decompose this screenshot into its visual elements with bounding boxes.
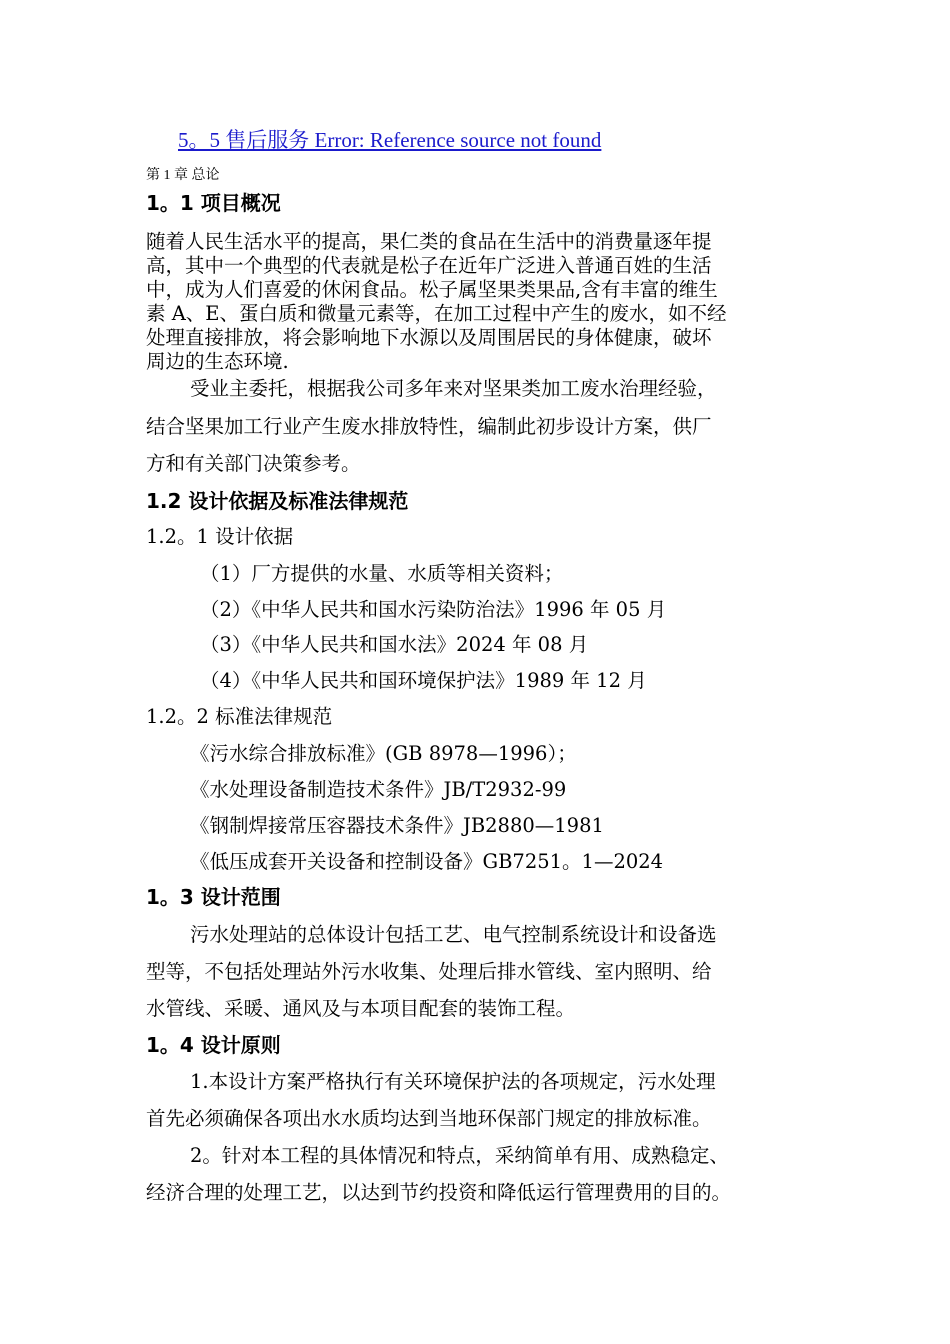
paragraph-line: 处理直接排放，将会影响地下水源以及周围居民的身体健康，破坏 — [146, 326, 712, 349]
basis-item: （1）厂方提供的水量、水质等相关资料； — [200, 562, 564, 585]
standard-item: 《钢制焊接常压容器技术条件》JB2880—1981 — [190, 814, 604, 837]
standard-item: 《低压成套开关设备和控制设备》GB7251。1—2024 — [190, 850, 664, 873]
paragraph-line: 素 A、E、蛋白质和微量元素等，在加工过程中产生的废水，如不经 — [146, 302, 727, 325]
section-heading-project-overview: 1。1 项目概况 — [146, 191, 281, 215]
chapter-title: 第 1 章 总论 — [146, 168, 220, 183]
paragraph-line: 高，其中一个典型的代表就是松子在近年广泛进入普通百姓的生活 — [146, 254, 712, 277]
paragraph-line: 经济合理的处理工艺，以达到节约投资和降低运行管理费用的目的。 — [146, 1181, 732, 1204]
standard-item: 《水处理设备制造技术条件》JB/T2932-99 — [190, 778, 567, 801]
paragraph-line: 中，成为人们喜爱的休闲食品。松子属坚果类果品,含有丰富的维生 — [146, 278, 718, 301]
basis-item: （4）《中华人民共和国环境保护法》1989 年 12 月 — [200, 669, 647, 692]
paragraph-line: 型等，不包括处理站外污水收集、处理后排水管线、室内照明、给 — [146, 960, 712, 983]
paragraph-line: 随着人民生活水平的提高，果仁类的食品在生活中的消费量逐年提 — [146, 230, 712, 253]
subsection-heading-design-basis: 1.2。1 设计依据 — [146, 525, 294, 548]
paragraph-line: 受业主委托，根据我公司多年来对坚果类加工废水治理经验， — [190, 377, 717, 400]
paragraph-line: 水管线、采暖、通风及与本项目配套的装饰工程。 — [146, 997, 576, 1020]
paragraph-line: 方和有关部门决策参考。 — [146, 452, 361, 475]
basis-item: （3）《中华人民共和国水法》2024 年 08 月 — [200, 633, 589, 656]
basis-item: （2）《中华人民共和国水污染防治法》1996 年 05 月 — [200, 598, 667, 621]
section-heading-design-scope: 1。3 设计范围 — [146, 885, 281, 909]
section-heading-design-basis: 1.2 设计依据及标准法律规范 — [146, 489, 409, 513]
paragraph-line: 首先必须确保各项出水水质均达到当地环保部门规定的排放标准。 — [146, 1107, 712, 1130]
paragraph-line: 2。针对本工程的具体情况和特点，采纳简单有用、成熟稳定、 — [190, 1144, 729, 1167]
paragraph-line: 结合坚果加工行业产生废水排放特性，编制此初步设计方案，供厂 — [146, 415, 712, 438]
paragraph-line: 污水处理站的总体设计包括工艺、电气控制系统设计和设备选 — [190, 923, 717, 946]
subsection-heading-standards: 1.2。2 标准法律规范 — [146, 705, 333, 728]
paragraph-line: 1.本设计方案严格执行有关环境保护法的各项规定，污水处理 — [190, 1070, 716, 1093]
section-heading-design-principles: 1。4 设计原则 — [146, 1033, 281, 1057]
standard-item: 《污水综合排放标准》(GB 8978—1996）； — [190, 742, 577, 765]
paragraph-line: 周边的生态环境. — [146, 350, 289, 373]
toc-link-after-sales-service[interactable]: 5。5 售后服务 Error: Reference source not found — [178, 128, 602, 152]
